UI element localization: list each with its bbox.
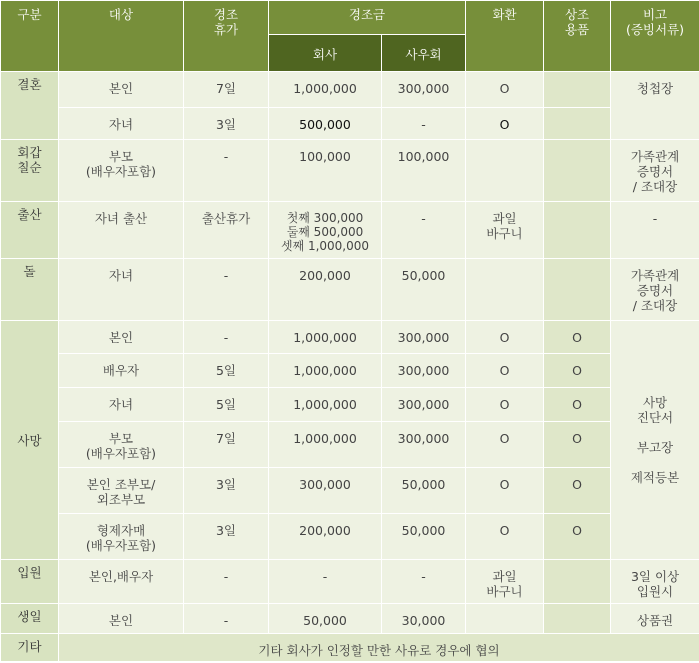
table-row xyxy=(1,202,699,259)
cell-supplies xyxy=(544,202,611,259)
table-row xyxy=(1,259,699,321)
cell-leave: 7일 xyxy=(184,72,269,108)
cell-union: - xyxy=(382,108,466,140)
cell-company: 첫째 300,000 둘째 500,000 셋째 1,000,000 xyxy=(269,202,382,259)
cell-target: 배우자 xyxy=(59,354,184,388)
cell-company: 500,000 xyxy=(269,108,382,140)
cell-supplies: O xyxy=(544,388,611,422)
cell-target: 자녀 출산 xyxy=(59,202,184,259)
cell-target: 부모 (배우자포함) xyxy=(59,422,184,468)
cell-note: 청첩장 xyxy=(611,72,699,140)
cell-leave: - xyxy=(184,604,269,634)
table-row xyxy=(1,72,699,108)
cell-supplies xyxy=(544,72,611,108)
cell-company: 300,000 xyxy=(269,468,382,514)
cell-union: 300,000 xyxy=(382,422,466,468)
cell-union: 50,000 xyxy=(382,468,466,514)
cell-company: 1,000,000 xyxy=(269,422,382,468)
cell-supplies: O xyxy=(544,468,611,514)
row-label-death: 사망 xyxy=(1,321,59,560)
cell-wreath: O xyxy=(466,354,544,388)
table-row xyxy=(1,422,699,468)
cell-union: 300,000 xyxy=(382,388,466,422)
cell-wreath: O xyxy=(466,388,544,422)
cell-union: 300,000 xyxy=(382,354,466,388)
table-row xyxy=(1,560,699,604)
cell-leave: - xyxy=(184,259,269,321)
cell-note: 가족관계 증명서 / 조대장 xyxy=(611,259,699,321)
table-row xyxy=(1,634,699,662)
cell-union: 100,000 xyxy=(382,140,466,202)
cell-target: 본인 xyxy=(59,604,184,634)
cell-union: 300,000 xyxy=(382,72,466,108)
cell-target: 자녀 xyxy=(59,388,184,422)
cell-supplies: O xyxy=(544,422,611,468)
cell-wreath: 과일 바구니 xyxy=(466,202,544,259)
cell-target: 본인 xyxy=(59,321,184,354)
cell-union: 30,000 xyxy=(382,604,466,634)
cell-leave: 3일 xyxy=(184,514,269,560)
table-row xyxy=(1,468,699,514)
cell-company: 1,000,000 xyxy=(269,72,382,108)
row-label-birthday: 생일 xyxy=(1,604,59,634)
cell-leave: 5일 xyxy=(184,354,269,388)
cell-target: 부모 (배우자포함) xyxy=(59,140,184,202)
cell-target: 본인 조부모/ 외조부모 xyxy=(59,468,184,514)
cell-company: 1,000,000 xyxy=(269,321,382,354)
cell-union: - xyxy=(382,202,466,259)
table-row xyxy=(1,108,699,140)
cell-leave: 7일 xyxy=(184,422,269,468)
header-target: 대상 xyxy=(59,1,184,72)
cell-wreath xyxy=(466,140,544,202)
cell-target: 자녀 xyxy=(59,108,184,140)
header-leave: 경조 휴가 xyxy=(184,1,269,72)
header-note: 비고 (증빙서류) xyxy=(611,1,699,72)
cell-other-text: 기타 회사가 인정할 만한 사유로 경우에 협의 xyxy=(59,634,699,662)
cell-wreath: 과일 바구니 xyxy=(466,560,544,604)
header-wreath: 화환 xyxy=(466,1,544,72)
header-supplies: 상조 용품 xyxy=(544,1,611,72)
cell-leave: - xyxy=(184,560,269,604)
cell-note: 사망 진단서 부고장 제적등본 xyxy=(611,321,699,560)
table-row xyxy=(1,514,699,560)
row-label-birth: 출산 xyxy=(1,202,59,259)
cell-leave: 출산휴가 xyxy=(184,202,269,259)
cell-union: - xyxy=(382,560,466,604)
cell-company: 50,000 xyxy=(269,604,382,634)
cell-target: 본인 xyxy=(59,72,184,108)
cell-target: 자녀 xyxy=(59,259,184,321)
row-label-firstbday: 돌 xyxy=(1,259,59,321)
table-row xyxy=(1,354,699,388)
header-company: 회사 xyxy=(269,35,382,72)
cell-leave: 5일 xyxy=(184,388,269,422)
cell-wreath: O xyxy=(466,72,544,108)
cell-wreath: O xyxy=(466,468,544,514)
cell-company: 1,000,000 xyxy=(269,388,382,422)
cell-company: 100,000 xyxy=(269,140,382,202)
cell-wreath: O xyxy=(466,108,544,140)
cell-company: 200,000 xyxy=(269,514,382,560)
cell-supplies xyxy=(544,108,611,140)
cell-leave: - xyxy=(184,140,269,202)
row-label-hospital: 입원 xyxy=(1,560,59,604)
cell-union: 300,000 xyxy=(382,321,466,354)
cell-note: - xyxy=(611,202,699,259)
table-row xyxy=(1,604,699,634)
header-money: 경조금 xyxy=(269,1,466,35)
cell-company: 1,000,000 xyxy=(269,354,382,388)
cell-supplies: O xyxy=(544,514,611,560)
cell-supplies xyxy=(544,259,611,321)
cell-wreath: O xyxy=(466,422,544,468)
cell-note: 상품권 xyxy=(611,604,699,634)
cell-supplies: O xyxy=(544,354,611,388)
cell-company: - xyxy=(269,560,382,604)
cell-target: 본인,배우자 xyxy=(59,560,184,604)
cell-target: 형제자매 (배우자포함) xyxy=(59,514,184,560)
cell-note: 3일 이상 입원시 xyxy=(611,560,699,604)
header-category: 구분 xyxy=(1,1,59,72)
row-label-sixtieth: 회갑 칠순 xyxy=(1,140,59,202)
cell-union: 50,000 xyxy=(382,514,466,560)
row-label-other: 기타 xyxy=(1,634,59,662)
cell-supplies: O xyxy=(544,321,611,354)
table-row xyxy=(1,321,699,354)
cell-wreath: O xyxy=(466,321,544,354)
cell-company: 200,000 xyxy=(269,259,382,321)
cell-wreath xyxy=(466,604,544,634)
header-union: 사우회 xyxy=(382,35,466,72)
cell-supplies xyxy=(544,140,611,202)
cell-leave: 3일 xyxy=(184,468,269,514)
cell-leave: 3일 xyxy=(184,108,269,140)
row-label-wedding: 결혼 xyxy=(1,72,59,140)
cell-leave: - xyxy=(184,321,269,354)
cell-union: 50,000 xyxy=(382,259,466,321)
cell-supplies xyxy=(544,560,611,604)
cell-wreath xyxy=(466,259,544,321)
table-row xyxy=(1,388,699,422)
cell-supplies xyxy=(544,604,611,634)
table-row xyxy=(1,140,699,202)
cell-note: 가족관계 증명서 / 조대장 xyxy=(611,140,699,202)
cell-wreath: O xyxy=(466,514,544,560)
